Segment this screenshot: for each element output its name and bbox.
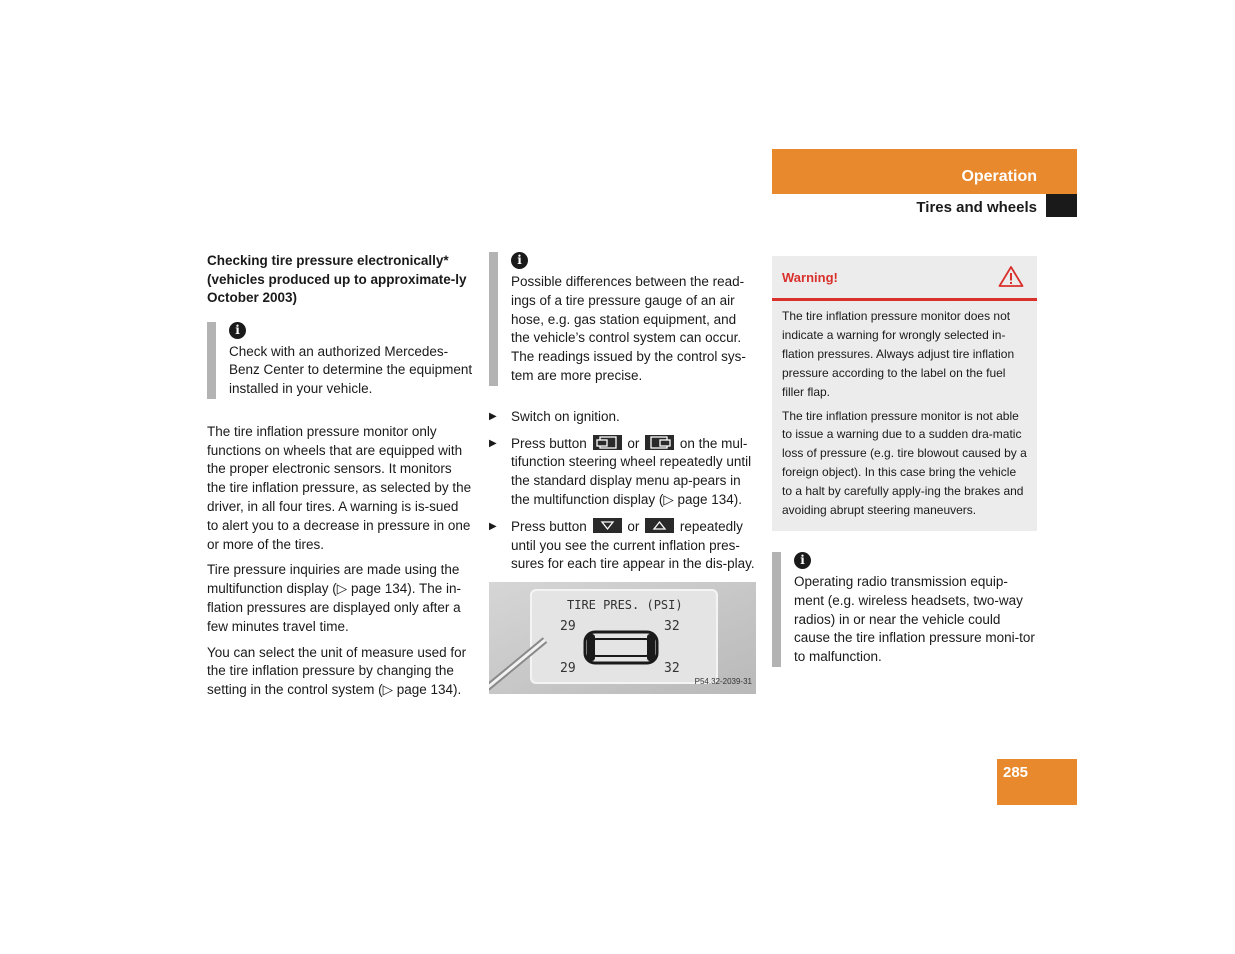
subsection-title: Tires and wheels [916, 199, 1037, 216]
info-icon: i [229, 322, 246, 339]
warning-box [772, 256, 1037, 531]
paragraph: The tire inflation pressure monitor only functions on wheels that are equipped with the proper electronic sensors. It monitors the tire inflation pressure, as selected by the driver, in all four tires. A warning is is-sued to alert you to a decrease in pressure in one or more of the tires. [207, 423, 472, 552]
section-heading: Checking tire pressure electronically* (vehicles produced up to approximate-ly October 2003) [207, 253, 467, 305]
info-text: Operating radio transmission equip-ment (e.g. wireless headsets, two-way radios) in or near the vehicle could cause the tire inflation pressure moni-tor to malfunction. [794, 573, 1035, 665]
warning-header [772, 256, 1037, 301]
bullet-arrow-icon: ▶ [489, 410, 497, 422]
paragraph: Tire pressure inquiries are made using the multifunction display (▷ page 134). The in-flation pressures are displayed only after a few minutes travel time. [207, 562, 462, 634]
warning-triangle-icon [998, 265, 1024, 288]
paragraph: You can select the unit of measure used for the tire inflation pressure by changing the setting in the control system (▷ page 134). [207, 644, 467, 698]
info-note [772, 552, 1037, 667]
section-title: Operation [961, 168, 1037, 185]
info-note [489, 252, 756, 386]
pressure-front-left: 29 [560, 619, 576, 635]
header-marker [1046, 194, 1077, 217]
info-note [207, 322, 473, 399]
info-text: Possible differences between the read-ings of a tire pressure gauge of an air hose, e.g. gas station equipment, and the vehicle’s control system can occur. The readings issued by the control sys-tem are more precise. [511, 274, 746, 383]
info-icon: i [794, 552, 811, 569]
figure-code: P54.32-2039-31 [694, 677, 752, 687]
page-number: 285 [1003, 764, 1029, 781]
arrow-down-button-icon [593, 518, 622, 533]
info-icon: i [511, 252, 528, 269]
step-item [489, 435, 756, 510]
pressure-front-right: 32 [664, 619, 680, 635]
warning-paragraph: The tire inflation pressure monitor is not able to issue a warning due to a sudden dra-matic loss of pressure (e.g. tire blowout caused by a foreign object). In this case bring the vehicle to a halt by carefully apply-ing the brakes and avoiding abrupt steering maneuvers. [782, 408, 1027, 518]
warning-body [772, 301, 1037, 531]
step-text: repeatedly until you see the current inflation pres-sures for each tire appear in the dis-play. [511, 518, 755, 572]
info-bar [772, 552, 781, 667]
display-title: TIRE PRES. (PSI) [567, 598, 683, 613]
step-text: Switch on ignition. [511, 408, 620, 424]
warning-title: Warning! [782, 270, 838, 285]
step-text: on the mul-tifunction steering wheel repeatedly until the standard display menu ap-pears in the multifunction display (▷ page 134). [511, 435, 752, 507]
info-bar [207, 322, 216, 399]
step-item [489, 408, 756, 427]
pressure-rear-left: 29 [560, 661, 576, 677]
info-bar [489, 252, 498, 386]
arrow-up-button-icon [645, 518, 674, 533]
pressure-rear-right: 32 [664, 661, 680, 677]
warning-paragraph: The tire inflation pressure monitor does not indicate a warning for wrongly selected in-flation pressures. Always adjust tire inflation pressure according to the label on the fuel filler flap. [782, 309, 1015, 399]
step-text: or [627, 518, 640, 534]
display-prev-button-icon [645, 435, 674, 450]
step-item [489, 518, 756, 574]
info-text: Check with an authorized Mercedes-Benz Center to determine the equipment installed in your vehicle. [229, 343, 473, 397]
bullet-arrow-icon: ▶ [489, 437, 497, 449]
column-left [207, 252, 473, 707]
tire-pressure-display-figure [489, 582, 756, 694]
step-text: or [627, 435, 640, 451]
step-text: Press button [511, 518, 587, 534]
display-next-button-icon [593, 435, 622, 450]
bullet-arrow-icon: ▶ [489, 520, 497, 532]
column-middle [489, 252, 756, 694]
step-text: Press button [511, 435, 587, 451]
column-right [772, 256, 1037, 667]
